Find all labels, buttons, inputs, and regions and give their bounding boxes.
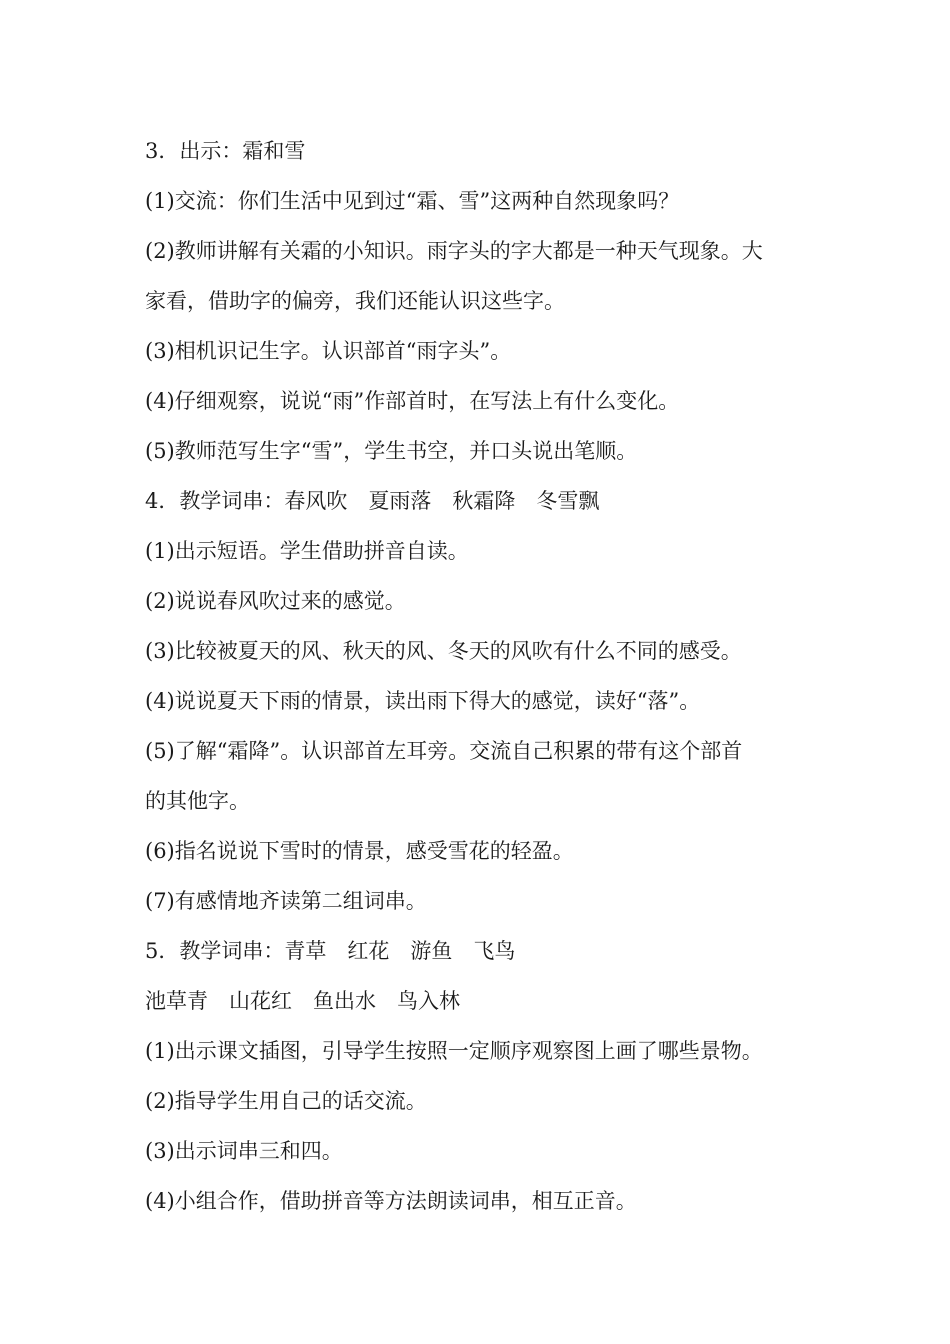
- section-heading-4: 4．教学词串：春风吹 夏雨落 秋霜降 冬雪飘: [145, 489, 600, 513]
- word-phrase-line: 池草青 山花红 鱼出水 鸟入林: [145, 989, 460, 1013]
- text-line: (3)出示词串三和四。: [145, 1139, 343, 1163]
- text-line: (4)说说夏天下雨的情景，读出雨下得大的感觉，读好“落”。: [145, 689, 701, 713]
- text-line: (2)教师讲解有关霜的小知识。雨字头的字大都是一种天气现象。大: [145, 239, 763, 263]
- text-line: 家看，借助字的偏旁，我们还能认识这些字。: [145, 289, 565, 313]
- text-line: (3)相机识记生字。认识部首“雨字头”。: [145, 339, 512, 363]
- document-body: [145, 126, 815, 1226]
- text-line: (1)出示课文插图，引导学生按照一定顺序观察图上画了哪些景物。: [145, 1039, 763, 1063]
- text-line: (5)教师范写生字“雪”，学生书空，并口头说出笔顺。: [145, 439, 638, 463]
- text-line: (4)仔细观察，说说“雨”作部首时，在写法上有什么变化。: [145, 389, 680, 413]
- text-line: (2)说说春风吹过来的感觉。: [145, 589, 406, 613]
- text-line: (1)出示短语。学生借助拼音自读。: [145, 539, 469, 563]
- text-line: 的其他字。: [145, 789, 250, 813]
- section-heading-5: 5．教学词串：青草 红花 游鱼 飞鸟: [145, 939, 516, 963]
- text-line: (7)有感情地齐读第二组词串。: [145, 889, 427, 913]
- text-line: (1)交流：你们生活中见到过“霜、雪”这两种自然现象吗？: [145, 189, 680, 213]
- text-line: (2)指导学生用自己的话交流。: [145, 1089, 427, 1113]
- text-line: (3)比较被夏天的风、秋天的风、冬天的风吹有什么不同的感受。: [145, 639, 742, 663]
- text-line: (4)小组合作，借助拼音等方法朗读词串，相互正音。: [145, 1189, 637, 1213]
- section-heading-3: 3．出示：霜和雪: [145, 139, 306, 163]
- text-line: (6)指名说说下雪时的情景，感受雪花的轻盈。: [145, 839, 574, 863]
- text-line: (5)了解“霜降”。认识部首左耳旁。交流自己积累的带有这个部首: [145, 739, 743, 763]
